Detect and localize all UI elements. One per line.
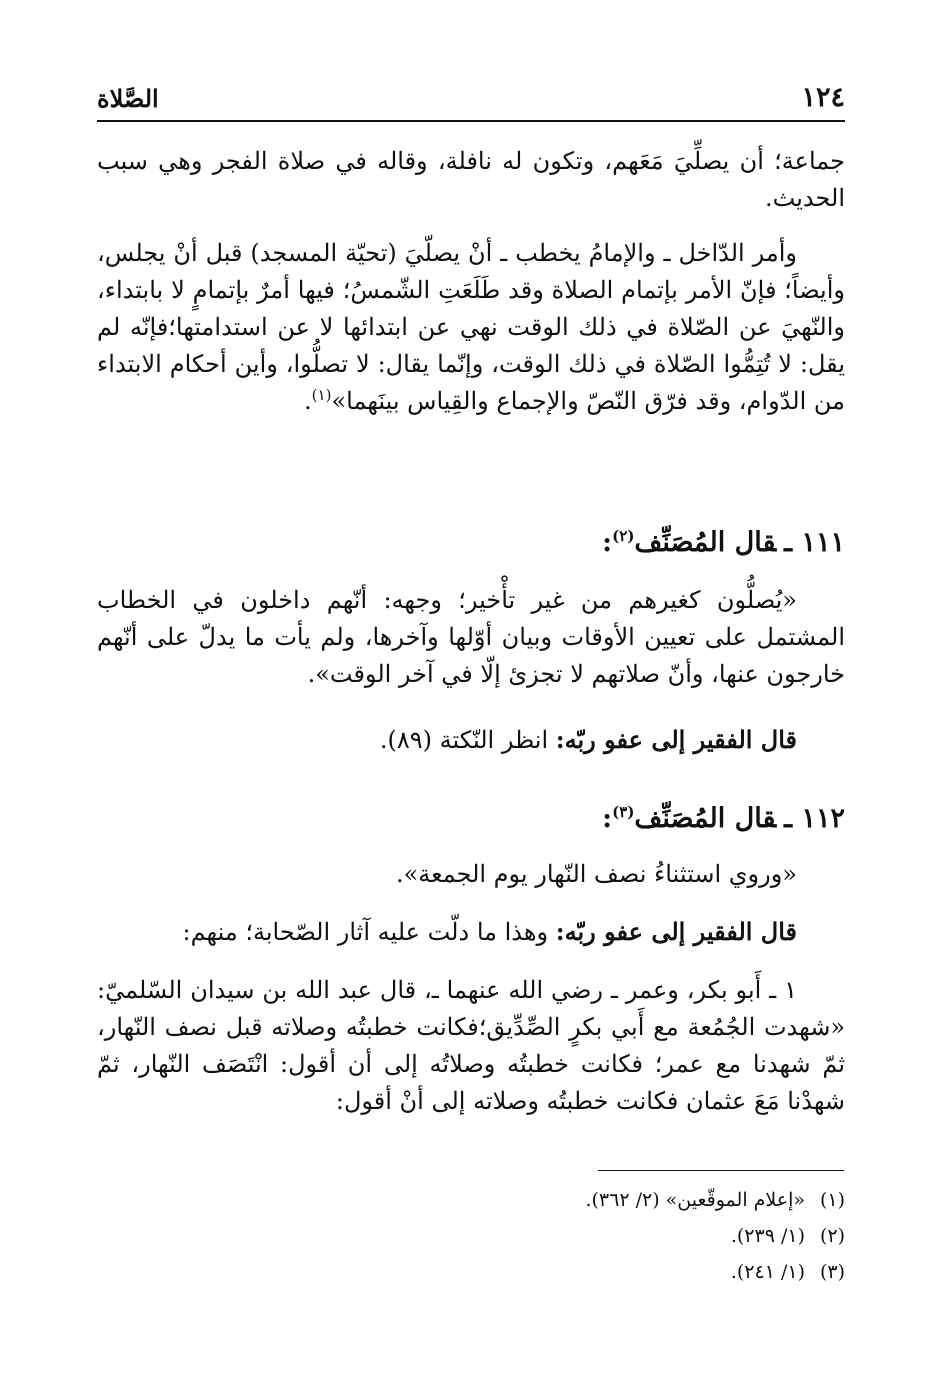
- footnote-3: [585, 1254, 845, 1290]
- response-111: [97, 721, 845, 759]
- footnotes: [585, 1182, 845, 1290]
- section-number: ١١٢ ـ: [784, 803, 845, 834]
- section-title: قال المُصَنِّف: [634, 527, 777, 558]
- paragraph-body: وأمر الدّاخل ـ والإمامُ يخطب ـ أنْ يصلّيَ (تحيّة المسجد) قبل أنْ يجلس، وأيضاً؛ فإنّ الأمر بإتمام الصلاة وقد طَلَعَتِ الشّمسُ؛ فيها أمرٌ بإتمامٍ لا بابتداء، والنّهيَ عن الصّلاة في ذلك الوقت نهي عن ابتدائها لا عن استدامتها؛فإنّه لم يقل: لا تُتِمُّوا الصّلاة في ذلك الوقت، وإنّما يقال: لا تصلُّوا، وأين أحكام الابتداء من الدّوام، وقد فرّق النّصّ والإجماع والقِياس بينَهما»$^{(١)}$.: [97, 239, 845, 415]
- section-heading-111: ١١١ ـقال المُصَنِّف$^{(٢)}$:: [602, 527, 845, 558]
- author-quote-111: «يُصلُّون كغيرهم من غير تأْخير؛ وجهه: أنّهم داخلون في الخطاب المشتمل على تعيين الأوقات وبيان أوّلها وآخرها، ولم يأت ما يدلّ على أنّهم خارجون عنها، وأنّ صلاتهم لا تجزئ إلّا في آخر الوقت».: [97, 586, 845, 688]
- footnote-ref-1: (١): [311, 386, 332, 404]
- footnote-text: «إعلام الموقّعين» (٢/ ٣٦٢).: [585, 1189, 805, 1211]
- footnote-1: [585, 1182, 845, 1218]
- running-title: الصَّلاة: [97, 84, 159, 113]
- response-text: وهذا ما دلّت عليه آثار الصّحابة؛ منهم:: [182, 918, 549, 946]
- footnote-ref-3: (٣): [612, 803, 635, 821]
- response-text: انظر النّكتة (٨٩).: [379, 726, 549, 754]
- list-item: ١ ـ أَبو بكر، وعمر ـ رضي الله عنهما ـ، قال عبد الله بن سيدان السّلميّ: «شهدت الجُمُعة مع أَبي بكرٍ الصِّدِّيق؛فكانت خطبتُه وصلاته قبل نصف النّهار، ثمّ شهدنا مع عمر؛ فكانت خطبتُه وصلاتُه إلى أن أقول: انْتَصَف النّهار، ثمّ شهدْنا مَعَ عثمان فكانت خطبتُه وصلاته إلى أنْ أقول:: [97, 976, 845, 1115]
- page-header: [97, 78, 845, 122]
- footnote-text: (١/ ٢٤١).: [730, 1261, 805, 1283]
- paragraph-continuation: جماعة؛ أن يصلِّيَ مَعَهم، وتكون له نافلة، وقاله في صلاة الفجر وهي سبب الحديث.: [97, 147, 845, 212]
- footnote-text: (١/ ٢٣٩).: [730, 1225, 805, 1247]
- section-number: ١١١ ـ: [784, 527, 845, 558]
- section-title: قال المُصَنِّف: [634, 803, 777, 834]
- response-label: قال الفقير إلى عفو ربّه:: [555, 725, 797, 754]
- footnote-number: (١): [819, 1189, 845, 1211]
- section-heading-112: ١١٢ ـقال المُصَنِّف$^{(٣)}$:: [602, 803, 845, 834]
- footnote-ref-2: (٢): [612, 527, 635, 545]
- response-label: قال الفقير إلى عفو ربّه:: [555, 917, 797, 946]
- page-number: ١٢٤: [801, 82, 845, 113]
- response-112: [97, 913, 845, 951]
- footnote-divider: [598, 1170, 844, 1171]
- footnote-number: (٣): [819, 1261, 845, 1283]
- footnote-2: [585, 1218, 845, 1254]
- footnote-number: (٢): [819, 1225, 845, 1247]
- author-quote-112: «وروي استثناءُ نصف النّهار يوم الجمعة».: [395, 860, 797, 888]
